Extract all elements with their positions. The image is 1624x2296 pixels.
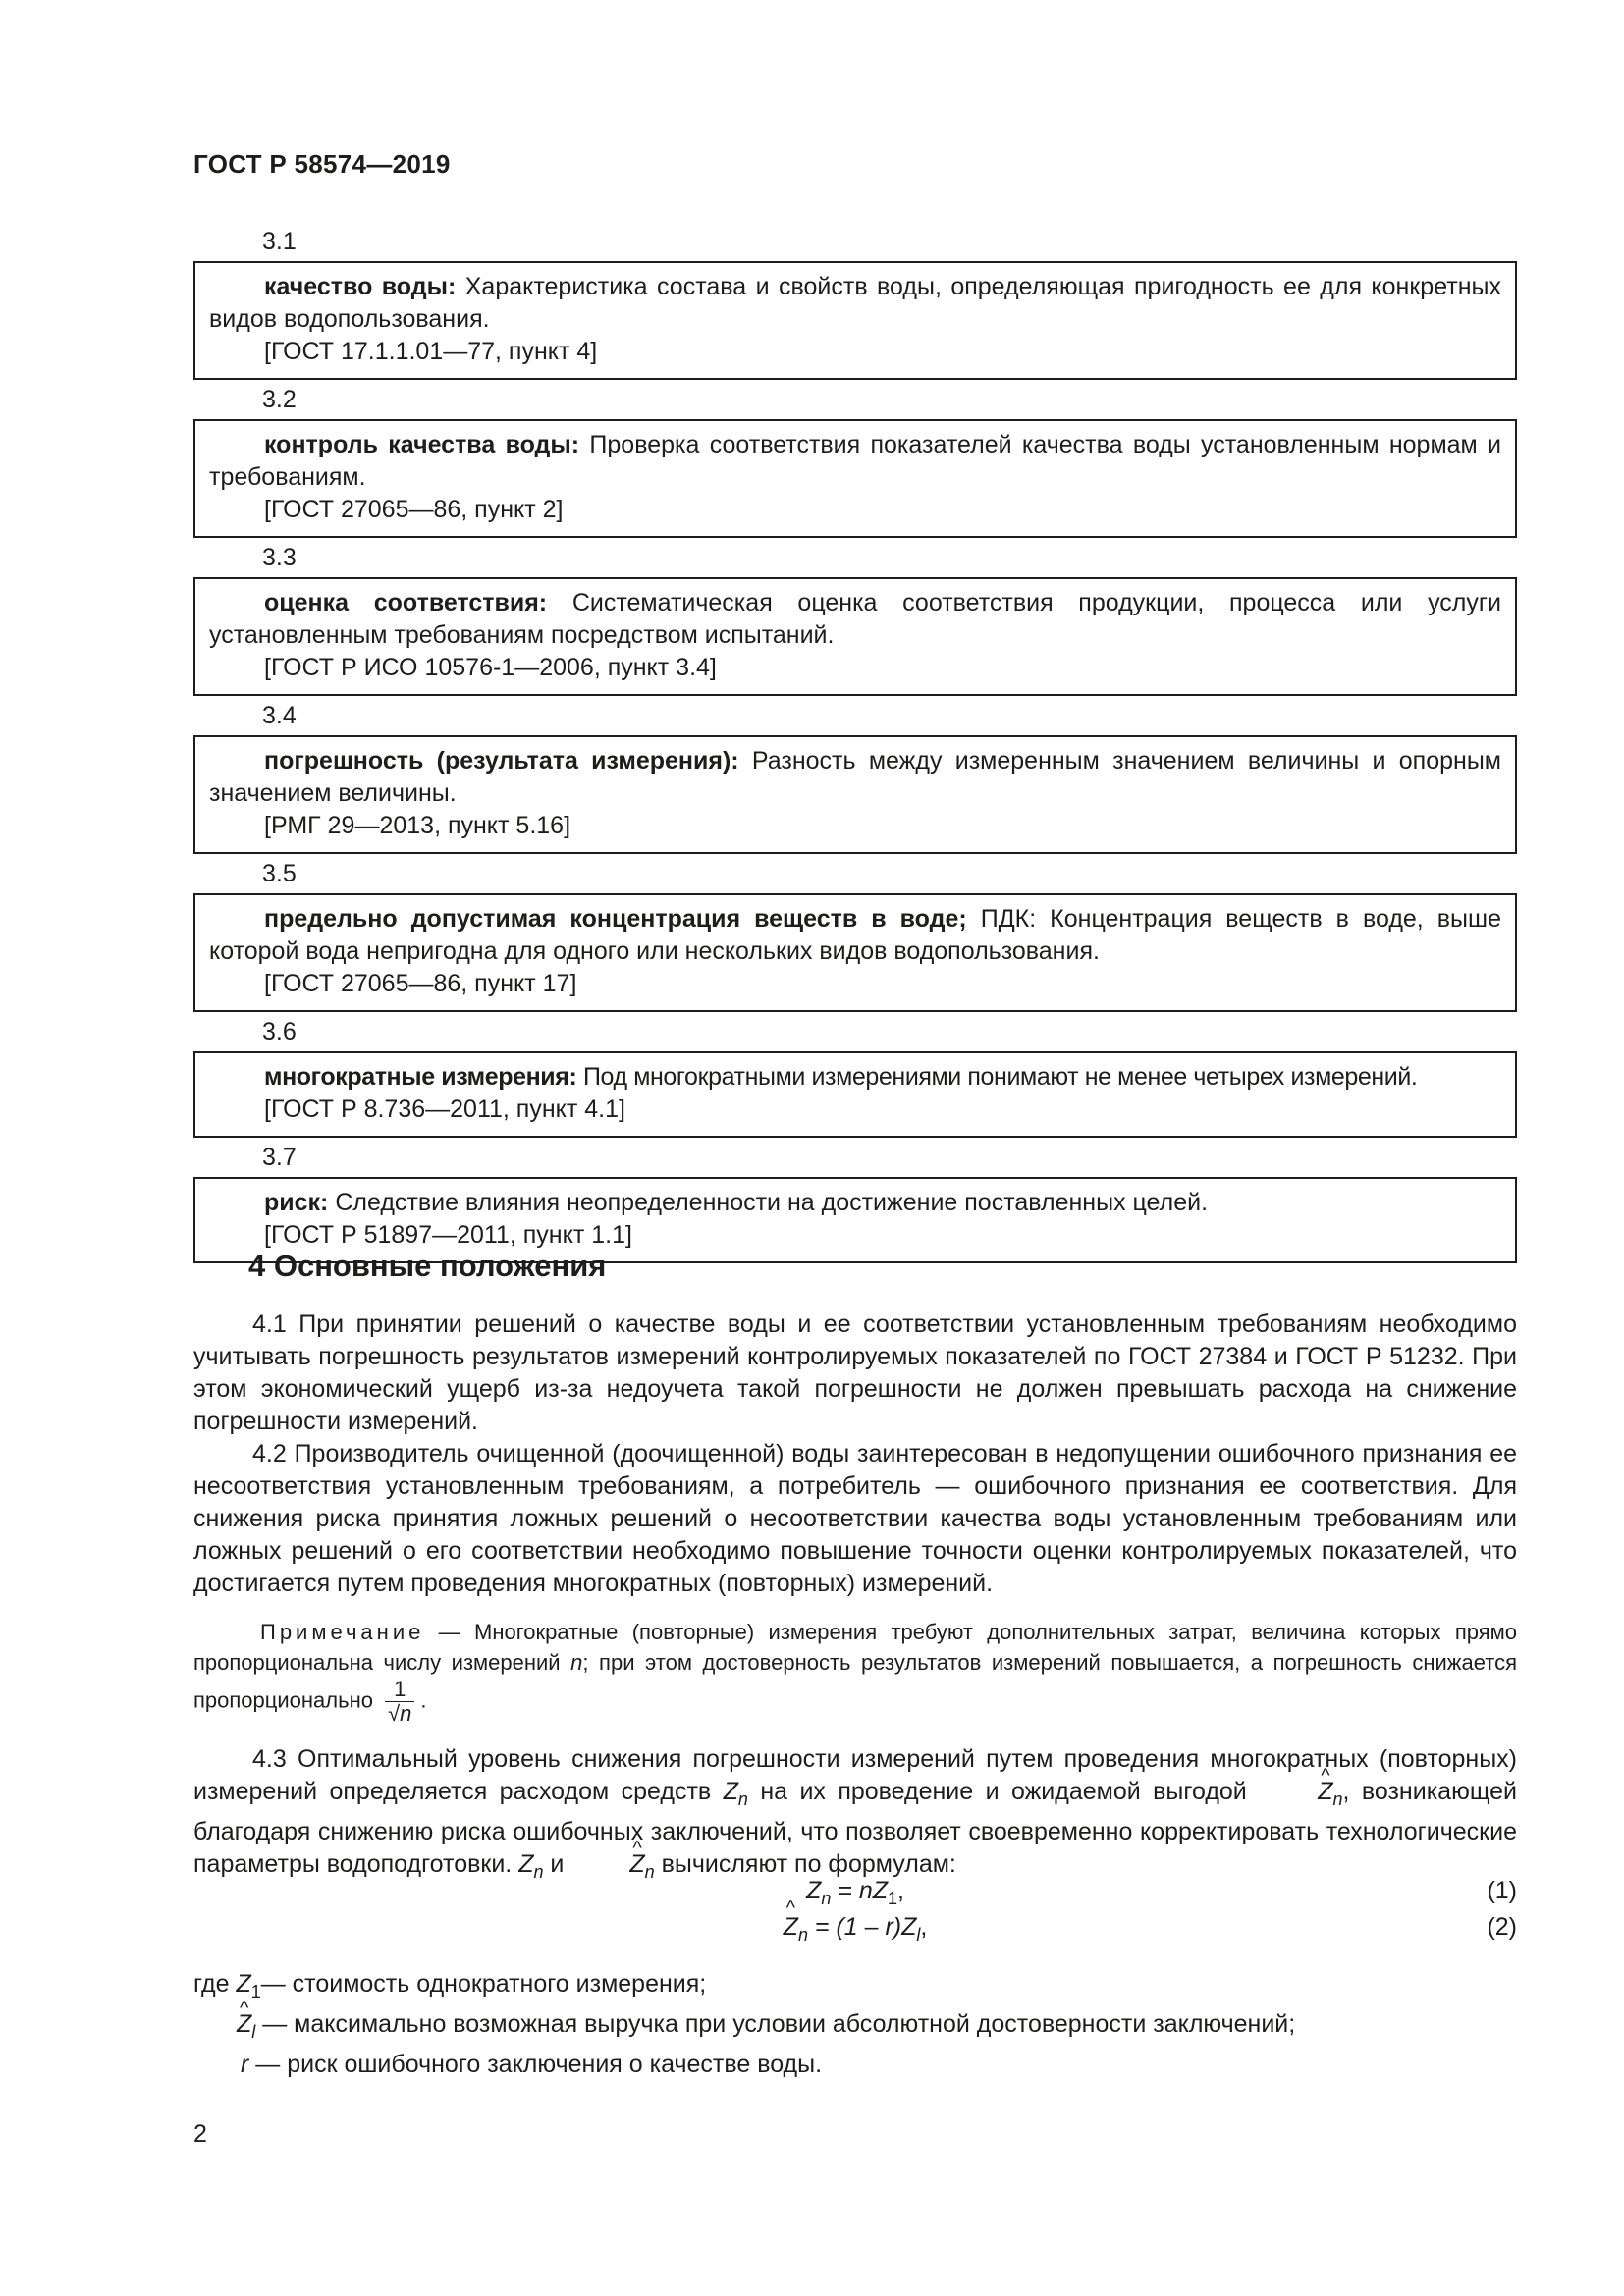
fraction-denominator: √n — [385, 1701, 414, 1726]
formula-2-lhs-sub: n — [797, 1925, 808, 1945]
term-box — [193, 735, 1517, 854]
p3-text-a: 4.3 Оптимальный уровень снижения погрешности измерений путем проведения многократных (повторных) измерений определяется расходом средств — [193, 1745, 1517, 1805]
term-definition: Под многократными измерениями понимают не менее четырех измерений. — [582, 1063, 1418, 1091]
term-name: контроль качества воды: — [264, 431, 580, 458]
note-variable: n — [570, 1650, 583, 1675]
legend-r-text: — риск ошибочного заключения о качестве воды. — [248, 2051, 823, 2078]
paragraph-4-3: 4.3 Оптимальный уровень снижения погрешности измерений путем проведения многократных (повторных) измерений определяется расходом средств $Z_n$ на их проведение и ожидаемой выгодой ^ $Z_n$, возникающей благодаря снижению риска ошибочных заключений, что позволяет своевременно корректировать технологические параметры водоподготовки. $Z_n$ и ^ $Z_n$ вычисляют по формулам: — [193, 1743, 1517, 1889]
term-definition: ПДК: Концентрация веществ в воде, выше которой вода непригодна для одного или нескольких видов водопользования. — [209, 905, 1501, 965]
term-box — [193, 261, 1517, 380]
paragraph-4-3-block — [193, 1743, 1517, 1889]
section-body — [193, 1308, 1517, 1600]
term-number: 3.4 — [262, 702, 297, 729]
term-definition: Характеристика состава и свойств воды, определяющая пригодность ее для конкретных видов водопользования. — [209, 273, 1501, 333]
term-source: [ГОСТ Р 8.736—2011, пункт 4.1] — [264, 1095, 625, 1123]
term-3-7 — [193, 1138, 1517, 1263]
paragraph-4-1: 4.1 При принятии решений о качестве воды и ее соответствии установленным требованиям необходимо учитывать погрешность результатов измерений контролируемых показателей по ГОСТ 27384 и ГОСТ Р 51232. При этом экономический ущерб из-за недоучета такой погрешности не должен превышать расхода на снижение погрешности измерений. — [193, 1310, 1517, 1435]
term-box — [193, 893, 1517, 1012]
p3-text-c: , возникающей благодаря снижению риска ошибочных заключений, что позволяет своевременно корректировать технологические параметры водоподготовки. — [193, 1778, 1517, 1878]
formula-1-lhs-sub: n — [821, 1889, 832, 1908]
term-definition: Разность между измеренным значением величины и опорным значением величины. — [209, 747, 1501, 807]
formula-1-number: (1) — [1487, 1877, 1517, 1904]
legend-zl-var: ^ Z — [237, 2008, 251, 2041]
variables-legend — [193, 1968, 1517, 2081]
term-number: 3.3 — [262, 544, 297, 571]
term-source: [ГОСТ 27065—86, пункт 17] — [264, 970, 577, 997]
term-source: [ГОСТ Р 51897—2011, пункт 1.1] — [264, 1221, 632, 1249]
formula-2-rhs-sub: l — [916, 1925, 921, 1945]
note: Примечание — Многократные (повторные) измерения требуют дополнительных затрат, величина которых прямо пропорциональна числу измерений n; при этом достоверность результатов измерений повышается, а погрешность снижается пропорционально $\frac{1}{√n}$ . — [193, 1620, 1517, 1726]
formula-1-rhs: = nZ — [831, 1877, 888, 1904]
section-title: 4 Основные положения — [248, 1249, 607, 1283]
legend-zl-sub: l — [251, 2022, 256, 2042]
term-number: 3.5 — [262, 860, 297, 887]
term-definition: Проверка соответствия показателей качества воды установленным нормам и требованиям. — [209, 431, 1501, 491]
term-3-3 — [193, 538, 1517, 696]
formula-1-rhs-sub: 1 — [888, 1889, 898, 1908]
term-box — [193, 419, 1517, 538]
legend-r — [193, 2049, 1517, 2081]
formula-2-rhs: = (1 – r)Z — [807, 1913, 917, 1941]
term-3-4 — [193, 696, 1517, 854]
formula-2-number: (2) — [1487, 1913, 1517, 1941]
legend-z1-text: — стоимость однократного измерения; — [260, 1970, 707, 1998]
term-number: 3.1 — [262, 228, 297, 255]
document-header: ГОСТ Р 58574—2019 — [193, 149, 451, 179]
page-number: 2 — [193, 2120, 207, 2148]
term-number: 3.6 — [262, 1018, 297, 1045]
formula-1-lhs: Z — [806, 1877, 822, 1904]
var-zn-2: $Z_n$ — [518, 1850, 544, 1882]
legend-zl — [193, 2008, 1517, 2049]
var-zn-hat: ^ Z — [1259, 1776, 1332, 1808]
term-box — [193, 577, 1517, 696]
note-text-b: ; при этом достоверность результатов измерений повышается, а погрешность снижается пропорционально — [193, 1650, 1517, 1713]
legend-where: где — [193, 1970, 237, 1998]
term-definition: Систематическая оценка соответствия продукции, процесса или услуги установленным требованиям посредством испытаний. — [209, 589, 1501, 649]
term-name: предельно допустимая концентрация веществ в воде; — [264, 905, 967, 933]
legend-z1 — [193, 1968, 1517, 2008]
formula-2 — [193, 1913, 1517, 1949]
formula-1 — [193, 1877, 1517, 1912]
note-label: Примечание — [260, 1620, 425, 1644]
formula-2-end: , — [920, 1913, 928, 1941]
fraction-numerator: 1 — [394, 1677, 406, 1701]
term-name: многократные измерения: — [264, 1063, 577, 1091]
term-name: риск: — [264, 1189, 329, 1216]
var-zn: $Z_n$ — [723, 1778, 748, 1809]
p3-text-d: и — [543, 1850, 571, 1878]
term-source: [РМГ 29—2013, пункт 5.16] — [264, 812, 571, 839]
formula-2-lhs: ^ Z — [784, 1913, 798, 1942]
note-text-a: — Многократные (повторные) измерения требуют дополнительных затрат, величина которых прямо пропорциональна числу измерений — [193, 1620, 1517, 1675]
term-source: [ГОСТ Р ИСО 10576-1—2006, пункт 3.4] — [264, 654, 717, 681]
p3-text-e: вычисляют по формулам: — [654, 1850, 956, 1878]
p3-text-b: на их проведение и ожидаемой выгодой — [747, 1778, 1260, 1805]
term-number: 3.2 — [262, 386, 297, 413]
term-3-2 — [193, 380, 1517, 538]
term-source: [ГОСТ 17.1.1.01—77, пункт 4] — [264, 338, 598, 365]
note-fraction — [385, 1678, 414, 1726]
term-3-5 — [193, 854, 1517, 1012]
legend-zl-text: — максимально возможная выручка при условии абсолютной достоверности заключений; — [255, 2010, 1296, 2038]
term-box — [193, 1051, 1517, 1138]
term-number: 3.7 — [262, 1144, 297, 1171]
term-name: погрешность (результата измерения): — [264, 747, 739, 774]
legend-r-var: r — [241, 2051, 249, 2078]
paragraph-4-2: 4.2 Производитель очищенной (доочищенной) воды заинтересован в недопущении ошибочного признания ее несоответствия установленным требованиям, а потребитель — ошибочного признания ее соответствия. Для снижения риска принятия ложных решений о несоответствии качества воды установленным требованиям или ложных решений о его соответствии необходимо повышение точности оценки контролируемых показателей, что достигается путем проведения многократных (повторных) измерений. — [193, 1440, 1517, 1597]
formula-1-end: , — [897, 1877, 904, 1904]
term-source: [ГОСТ 27065—86, пункт 2] — [264, 496, 564, 523]
term-name: оценка соответствия: — [264, 589, 548, 616]
term-3-1 — [193, 222, 1517, 380]
legend-z1-sub: 1 — [250, 1982, 261, 2002]
term-3-6 — [193, 1012, 1517, 1138]
legend-z1-var: Z — [236, 1970, 251, 1998]
term-name: качество воды: — [264, 273, 457, 300]
term-definition: Следствие влияния неопределенности на достижение поставленных целей. — [335, 1189, 1209, 1216]
var-zn-hat-2: ^ Z — [570, 1848, 644, 1881]
terms-list — [193, 222, 1517, 1263]
